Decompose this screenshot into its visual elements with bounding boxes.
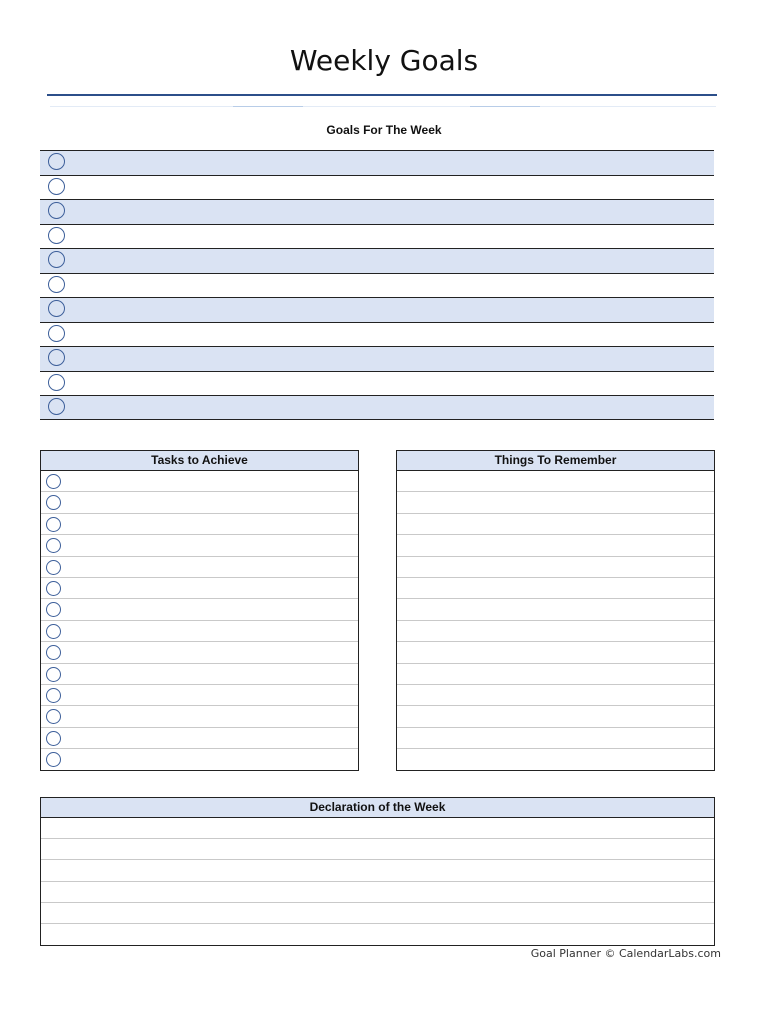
task-row[interactable] xyxy=(41,514,358,535)
task-row[interactable] xyxy=(41,728,358,749)
declaration-row[interactable] xyxy=(41,903,714,924)
checkbox-circle-icon[interactable] xyxy=(46,474,61,489)
checkbox-circle-icon[interactable] xyxy=(46,709,61,724)
remember-box xyxy=(396,450,715,771)
task-row[interactable] xyxy=(41,471,358,492)
declaration-row[interactable] xyxy=(41,839,714,860)
goal-row[interactable] xyxy=(40,297,714,322)
remember-row[interactable] xyxy=(397,664,714,685)
checkbox-circle-icon[interactable] xyxy=(48,227,65,244)
checkbox-circle-icon[interactable] xyxy=(48,398,65,415)
page-title: Weekly Goals xyxy=(289,44,479,77)
declaration-row[interactable] xyxy=(41,818,714,839)
goal-row[interactable] xyxy=(40,150,714,175)
goals-heading: Goals For The Week xyxy=(326,123,442,137)
remember-row[interactable] xyxy=(397,706,714,727)
checkbox-circle-icon[interactable] xyxy=(46,731,61,746)
task-row[interactable] xyxy=(41,706,358,727)
remember-row[interactable] xyxy=(397,578,714,599)
checkbox-circle-icon[interactable] xyxy=(46,667,61,682)
tasks-heading: Tasks to Achieve xyxy=(41,451,358,471)
footer-credit: Goal Planner © CalendarLabs.com xyxy=(530,947,721,960)
checkbox-circle-icon[interactable] xyxy=(48,325,65,342)
remember-row[interactable] xyxy=(397,642,714,663)
title-underline xyxy=(47,94,717,96)
title-sub-rule xyxy=(50,106,716,107)
task-row[interactable] xyxy=(41,621,358,642)
task-row[interactable] xyxy=(41,664,358,685)
remember-row[interactable] xyxy=(397,535,714,556)
checkbox-circle-icon[interactable] xyxy=(48,178,65,195)
tasks-box xyxy=(40,450,359,771)
task-row[interactable] xyxy=(41,535,358,556)
checkbox-circle-icon[interactable] xyxy=(46,560,61,575)
task-row[interactable] xyxy=(41,685,358,706)
remember-row[interactable] xyxy=(397,621,714,642)
checkbox-circle-icon[interactable] xyxy=(46,581,61,596)
task-row[interactable] xyxy=(41,557,358,578)
remember-heading: Things To Remember xyxy=(397,451,714,471)
remember-row[interactable] xyxy=(397,685,714,706)
task-row[interactable] xyxy=(41,642,358,663)
checkbox-circle-icon[interactable] xyxy=(46,752,61,767)
checkbox-circle-icon[interactable] xyxy=(48,202,65,219)
checkbox-circle-icon[interactable] xyxy=(46,538,61,553)
remember-row[interactable] xyxy=(397,557,714,578)
checkbox-circle-icon[interactable] xyxy=(48,300,65,317)
remember-row[interactable] xyxy=(397,514,714,535)
task-row[interactable] xyxy=(41,578,358,599)
checkbox-circle-icon[interactable] xyxy=(48,374,65,391)
remember-row[interactable] xyxy=(397,599,714,620)
checkbox-circle-icon[interactable] xyxy=(48,276,65,293)
checkbox-circle-icon[interactable] xyxy=(46,624,61,639)
checkbox-circle-icon[interactable] xyxy=(46,495,61,510)
goal-row[interactable] xyxy=(40,175,714,200)
checkbox-circle-icon[interactable] xyxy=(46,688,61,703)
checkbox-circle-icon[interactable] xyxy=(46,602,61,617)
declaration-box xyxy=(40,797,715,946)
goal-row[interactable] xyxy=(40,273,714,298)
goal-row[interactable] xyxy=(40,224,714,249)
task-row[interactable] xyxy=(41,749,358,770)
goal-row[interactable] xyxy=(40,322,714,347)
goal-row[interactable] xyxy=(40,199,714,224)
task-row[interactable] xyxy=(41,599,358,620)
checkbox-circle-icon[interactable] xyxy=(46,645,61,660)
checkbox-circle-icon[interactable] xyxy=(46,517,61,532)
declaration-row[interactable] xyxy=(41,924,714,945)
remember-row[interactable] xyxy=(397,471,714,492)
goal-row[interactable] xyxy=(40,395,714,420)
goal-row[interactable] xyxy=(40,248,714,273)
remember-row[interactable] xyxy=(397,728,714,749)
goal-row[interactable] xyxy=(40,371,714,396)
checkbox-circle-icon[interactable] xyxy=(48,251,65,268)
declaration-heading: Declaration of the Week xyxy=(41,798,714,818)
remember-row[interactable] xyxy=(397,492,714,513)
declaration-row[interactable] xyxy=(41,882,714,903)
remember-row[interactable] xyxy=(397,749,714,770)
goal-row[interactable] xyxy=(40,346,714,371)
checkbox-circle-icon[interactable] xyxy=(48,153,65,170)
task-row[interactable] xyxy=(41,492,358,513)
checkbox-circle-icon[interactable] xyxy=(48,349,65,366)
goals-list xyxy=(40,150,714,420)
declaration-row[interactable] xyxy=(41,860,714,881)
